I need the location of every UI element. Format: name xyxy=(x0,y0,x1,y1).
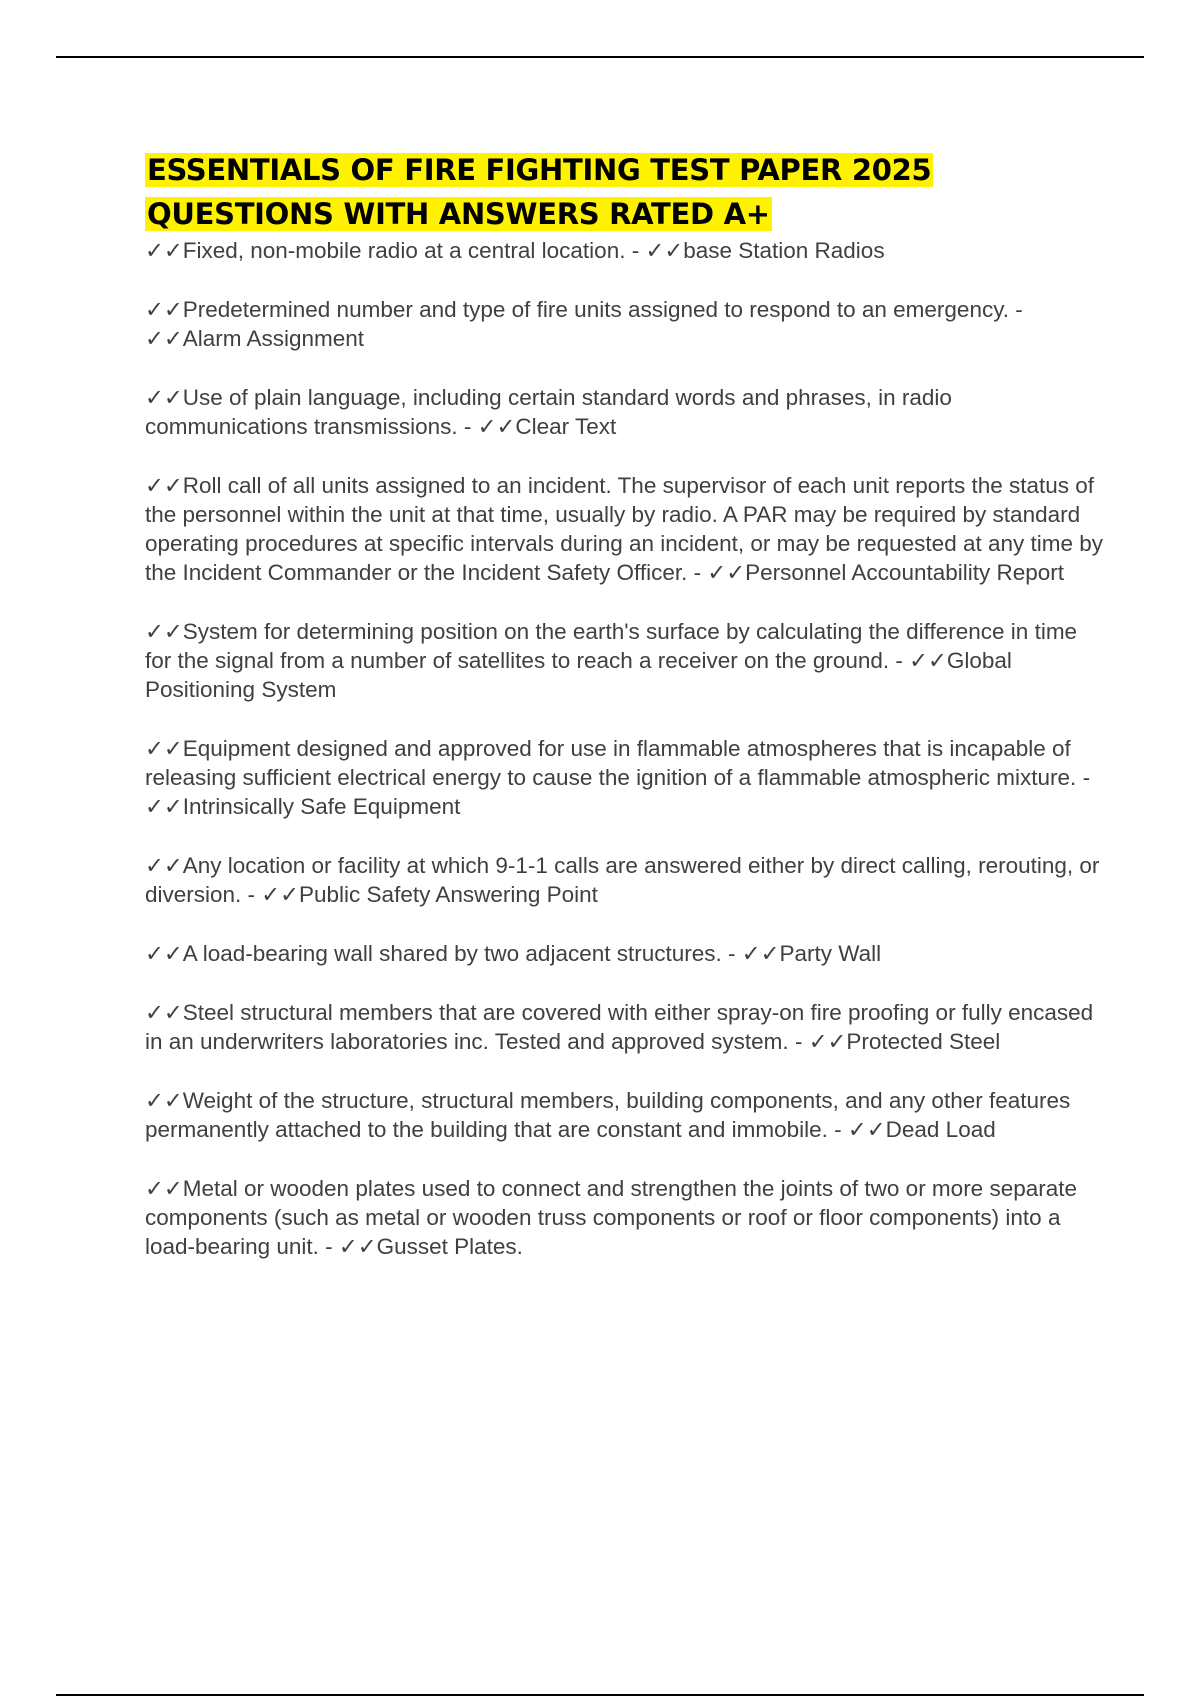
answer-text: Global Positioning System xyxy=(145,648,1012,702)
separator: - xyxy=(318,1234,339,1259)
qa-list xyxy=(145,236,1105,1261)
separator: - xyxy=(1009,297,1023,322)
question-text: Steel structural members that are covered with either spray-on fire proofing or fully encased in an underwriters laboratories inc. Tested and approved system. xyxy=(145,1000,1094,1054)
separator: - xyxy=(1076,765,1091,790)
answer-text: Clear Text xyxy=(515,414,617,439)
document-title xyxy=(145,148,1105,236)
separator: - xyxy=(687,560,708,585)
title-line-1: ESSENTIALS OF FIRE FIGHTING TEST PAPER 2025 xyxy=(147,153,932,187)
qa-item xyxy=(145,1174,1105,1261)
qa-item xyxy=(145,617,1105,704)
separator: - xyxy=(721,941,742,966)
separator: - xyxy=(788,1029,809,1054)
check-mark-icon: ✓✓ xyxy=(261,882,300,907)
question-text: Any location or facility at which 9-1-1 calls are answered either by direct calling, rerouting, or diversion. xyxy=(145,853,1100,907)
check-mark-icon: ✓✓ xyxy=(145,736,183,761)
separator: - xyxy=(625,238,646,263)
check-mark-icon: ✓✓ xyxy=(847,1117,886,1142)
check-mark-icon: ✓✓ xyxy=(145,238,183,263)
check-mark-icon: ✓✓ xyxy=(145,473,183,498)
question-text: Roll call of all units assigned to an incident. The supervisor of each unit reports the status of the personnel within the unit at that time, usually by radio. A PAR may be required by standard operating procedures at specific intervals during an incident, or may be requested at any time by the Incident Commander or the Incident Safety Officer. xyxy=(145,473,1104,585)
question-text: Weight of the structure, structural members, building components, and any other features permanently attached to the building that are constant and immobile. xyxy=(145,1088,1071,1142)
check-mark-icon: ✓✓ xyxy=(145,326,183,351)
answer-text: Gusset Plates. xyxy=(376,1234,523,1259)
check-mark-icon: ✓✓ xyxy=(741,941,780,966)
check-mark-icon: ✓✓ xyxy=(145,1000,183,1025)
top-rule xyxy=(56,56,1144,58)
check-mark-icon: ✓✓ xyxy=(477,414,516,439)
check-mark-icon: ✓✓ xyxy=(145,853,183,878)
question-text: Fixed, non-mobile radio at a central location. xyxy=(182,238,626,263)
check-mark-icon: ✓✓ xyxy=(707,560,746,585)
check-mark-icon: ✓✓ xyxy=(145,619,183,644)
check-mark-icon: ✓✓ xyxy=(645,238,684,263)
answer-text: Dead Load xyxy=(885,1117,996,1142)
answer-text: Intrinsically Safe Equipment xyxy=(182,794,461,819)
qa-item xyxy=(145,734,1105,821)
check-mark-icon: ✓✓ xyxy=(909,648,947,673)
question-text: Use of plain language, including certain standard words and phrases, in radio communications transmissions. xyxy=(145,385,952,439)
qa-item xyxy=(145,471,1105,587)
question-text: A load-bearing wall shared by two adjacent structures. xyxy=(182,941,722,966)
check-mark-icon: ✓✓ xyxy=(145,941,183,966)
separator: - xyxy=(457,414,478,439)
separator: - xyxy=(827,1117,848,1142)
qa-item xyxy=(145,236,1105,265)
answer-text: Public Safety Answering Point xyxy=(299,882,598,907)
title-line-2: QUESTIONS WITH ANSWERS RATED A+ xyxy=(147,197,770,231)
question-text: System for determining position on the earth's surface by calculating the difference in time for the signal from a number of satellites to reach a receiver on the ground. xyxy=(145,619,1078,673)
question-text: Metal or wooden plates used to connect and strengthen the joints of two or more separate components (such as metal or wooden truss components or roof or floor components) into a load-bearing unit. xyxy=(145,1176,1078,1259)
check-mark-icon: ✓✓ xyxy=(145,385,183,410)
answer-text: Protected Steel xyxy=(846,1029,1001,1054)
qa-item xyxy=(145,383,1105,441)
bottom-rule xyxy=(56,1694,1144,1696)
qa-item xyxy=(145,998,1105,1056)
separator: - xyxy=(241,882,262,907)
qa-item xyxy=(145,851,1105,909)
check-mark-icon: ✓✓ xyxy=(808,1029,847,1054)
check-mark-icon: ✓✓ xyxy=(145,297,183,322)
qa-item xyxy=(145,939,1105,968)
check-mark-icon: ✓✓ xyxy=(145,1088,183,1113)
answer-text: base Station Radios xyxy=(683,238,885,263)
check-mark-icon: ✓✓ xyxy=(145,794,183,819)
answer-text: Party Wall xyxy=(779,941,882,966)
qa-item xyxy=(145,295,1105,353)
answer-text: Personnel Accountability Report xyxy=(745,560,1065,585)
separator: - xyxy=(889,648,910,673)
answer-text: Alarm Assignment xyxy=(182,326,365,351)
question-text: Predetermined number and type of fire units assigned to respond to an emergency. xyxy=(182,297,1010,322)
document-body xyxy=(145,148,1105,1261)
qa-item xyxy=(145,1086,1105,1144)
question-text: Equipment designed and approved for use in flammable atmospheres that is incapable of releasing sufficient electrical energy to cause the ignition of a flammable atmospheric mixture. xyxy=(145,736,1077,790)
check-mark-icon: ✓✓ xyxy=(338,1234,377,1259)
check-mark-icon: ✓✓ xyxy=(145,1176,183,1201)
